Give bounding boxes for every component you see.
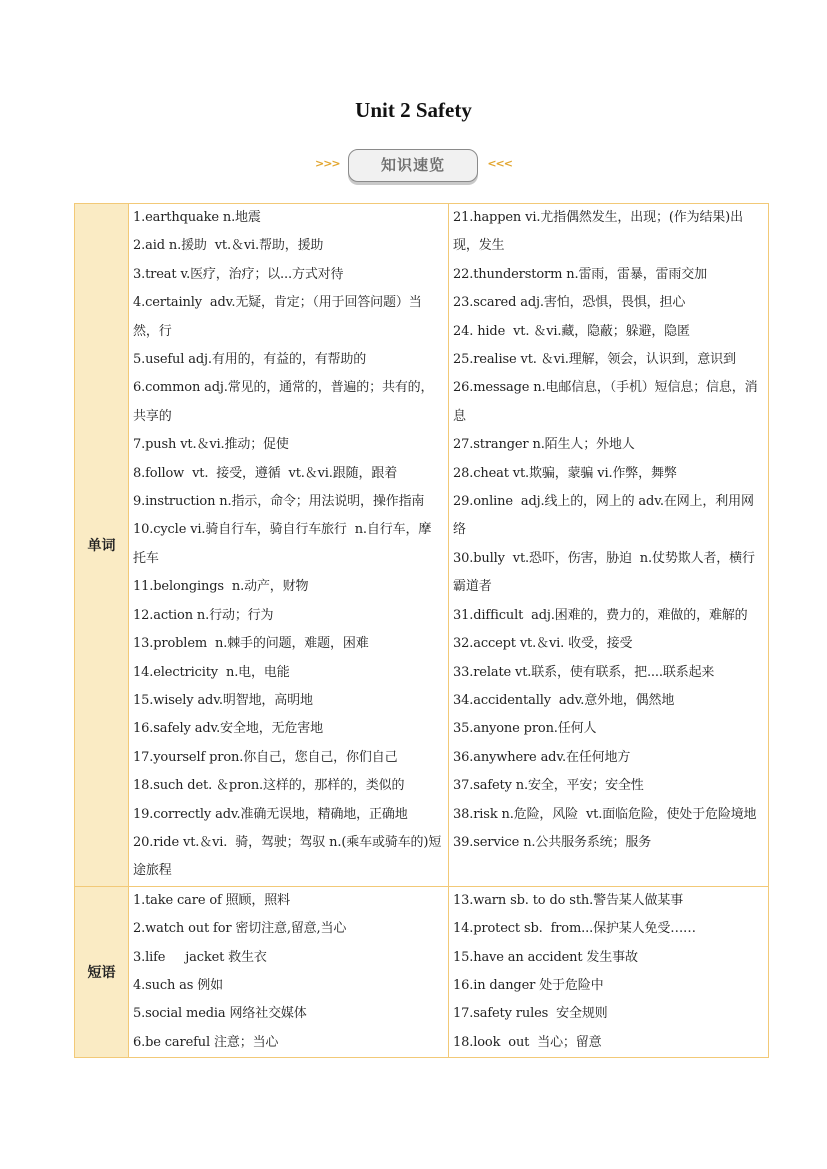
word-entry: 10.cycle vi.骑自行车，骑自行车旅行 n.自行车，摩托车 bbox=[133, 522, 432, 566]
table-row-words bbox=[75, 204, 769, 887]
word-entry: 22.thunderstorm n.雷雨，雷暴，雷雨交加 bbox=[453, 266, 707, 282]
words-left-column bbox=[129, 204, 449, 887]
word-entry: 21.happen vi.尤指偶然发生，出现；(作为结果)出现，发生 bbox=[453, 210, 743, 254]
word-entry: 8.follow vt. 接受，遵循 vt.＆vi.跟随，跟着 bbox=[133, 465, 398, 481]
word-entry: 17.yourself pron.你自己，您自己，你们自己 bbox=[133, 749, 398, 765]
word-entry: 5.useful adj.有用的，有益的，有帮助的 bbox=[133, 352, 367, 368]
word-entry: 18.such det. ＆pron.这样的，那样的，类似的 bbox=[133, 778, 405, 794]
word-entry: 12.action n.行动；行为 bbox=[133, 607, 274, 623]
word-entry: 30.bully vt.恐吓，伤害，胁迫 n.仗势欺人者，横行霸道者 bbox=[453, 550, 755, 595]
word-entry: 23.scared adj.害怕，恐惧，畏惧，担心 bbox=[453, 295, 686, 311]
word-entry: 36.anywhere adv.在任何地方 bbox=[453, 749, 631, 765]
category-words: 单词 bbox=[75, 204, 129, 887]
word-entry: 33.relate vt.联系，使有联系，把....联系起来 bbox=[453, 664, 715, 680]
word-entry: 19.correctly adv.准确无误地，精确地，正确地 bbox=[133, 806, 408, 822]
word-entry: 20.ride vt.＆vi. 骑，驾驶；驾驭 n.(乘车或骑车的)短途旅程 bbox=[133, 834, 442, 879]
word-entry: 9.instruction n.指示，命令；用法说明，操作指南 bbox=[133, 494, 425, 510]
phrase-entry: 18.look out 当心；留意 bbox=[453, 1034, 602, 1050]
word-entry: 7.push vt.＆vi.推动；促使 bbox=[133, 437, 289, 453]
phrase-entry: 5.social media 网络社交媒体 bbox=[133, 1006, 307, 1022]
phrase-entry-list bbox=[129, 887, 448, 1057]
word-entry: 29.online adj.线上的，网上的 adv.在网上，利用网络 bbox=[453, 494, 754, 538]
phrase-entry: 1.take care of 照顾，照料 bbox=[133, 892, 290, 908]
phrases-right-column bbox=[449, 886, 769, 1057]
word-entry: 37.safety n.安全，平安；安全性 bbox=[453, 778, 644, 794]
word-entry: 14.electricity n.电，电能 bbox=[133, 664, 290, 680]
phrase-entry: 16.in danger 处于危险中 bbox=[453, 977, 604, 993]
phrase-entry: 13.warn sb. to do sth.警告某人做某事 bbox=[453, 892, 684, 908]
phrase-entry: 17.safety rules 安全规则 bbox=[453, 1006, 608, 1022]
page-title: Unit 2 Safety bbox=[355, 98, 472, 122]
word-entry: 26.message n.电邮信息，（手机）短信息；信息，消息 bbox=[453, 380, 758, 424]
word-entry: 1.earthquake n.地震 bbox=[133, 210, 261, 225]
category-phrases: 短语 bbox=[75, 886, 129, 1057]
table-row-phrases bbox=[75, 886, 769, 1057]
word-entry: 2.aid n.援助 vt.＆vi.帮助，援助 bbox=[133, 238, 324, 254]
word-entry: 6.common adj.常见的，通常的，普遍的；共有的，共享的 bbox=[133, 380, 434, 424]
word-entry: 4.certainly adv.无疑，肯定；（用于回答问题）当然，行 bbox=[133, 295, 422, 339]
word-entry: 11.belongings n.动产，财物 bbox=[133, 579, 309, 595]
word-entry-list bbox=[129, 204, 448, 886]
word-entry: 13.problem n.棘手的问题，难题，困难 bbox=[133, 636, 369, 652]
word-entry: 24. hide vt. ＆vi.藏，隐蔽；躲避，隐匿 bbox=[453, 323, 690, 339]
word-entry: 27.stranger n.陌生人；外地人 bbox=[453, 437, 635, 453]
phrase-entry: 4.such as 例如 bbox=[133, 977, 223, 993]
double-arrow-right-icon: >>> bbox=[315, 157, 340, 170]
word-entry: 38.risk n.危险，风险 vt.面临危险，使处于危险境地 bbox=[453, 806, 757, 822]
vocabulary-table bbox=[74, 203, 769, 1058]
word-entry-list bbox=[449, 204, 768, 857]
double-arrow-left-icon: <<< bbox=[487, 157, 512, 170]
banner-pill bbox=[348, 149, 478, 182]
phrases-left-column bbox=[129, 886, 449, 1057]
phrase-entry: 2.watch out for 密切注意,留意,当心 bbox=[133, 921, 347, 937]
word-entry: 28.cheat vt.欺骗，蒙骗 vi.作弊，舞弊 bbox=[453, 465, 677, 481]
phrase-entry: 14.protect sb. from...保护某人免受…… bbox=[453, 921, 696, 937]
word-entry: 32.accept vt.＆vi. 收受，接受 bbox=[453, 636, 633, 652]
banner-label: 知识速览 bbox=[380, 156, 445, 174]
phrase-entry-list bbox=[449, 887, 768, 1057]
word-entry: 16.safely adv.安全地，无危害地 bbox=[133, 721, 323, 737]
phrase-entry: 6.be careful 注意；当心 bbox=[133, 1034, 279, 1050]
word-entry: 25.realise vt. ＆vi.理解，领会，认识到，意识到 bbox=[453, 352, 736, 368]
word-entry: 3.treat v.医疗，治疗；以...方式对待 bbox=[133, 266, 344, 282]
phrase-entry: 3.life jacket 救生衣 bbox=[133, 949, 267, 965]
word-entry: 15.wisely adv.明智地，高明地 bbox=[133, 692, 313, 708]
word-entry: 35.anyone pron.任何人 bbox=[453, 721, 597, 737]
words-right-column bbox=[449, 204, 769, 887]
phrase-entry: 15.have an accident 发生事故 bbox=[453, 949, 638, 965]
section-banner bbox=[315, 149, 512, 184]
word-entry: 39.service n.公共服务系统；服务 bbox=[453, 834, 652, 850]
word-entry: 31.difficult adj.困难的，费力的，难做的，难解的 bbox=[453, 607, 748, 623]
word-entry: 34.accidentally adv.意外地，偶然地 bbox=[453, 692, 675, 708]
